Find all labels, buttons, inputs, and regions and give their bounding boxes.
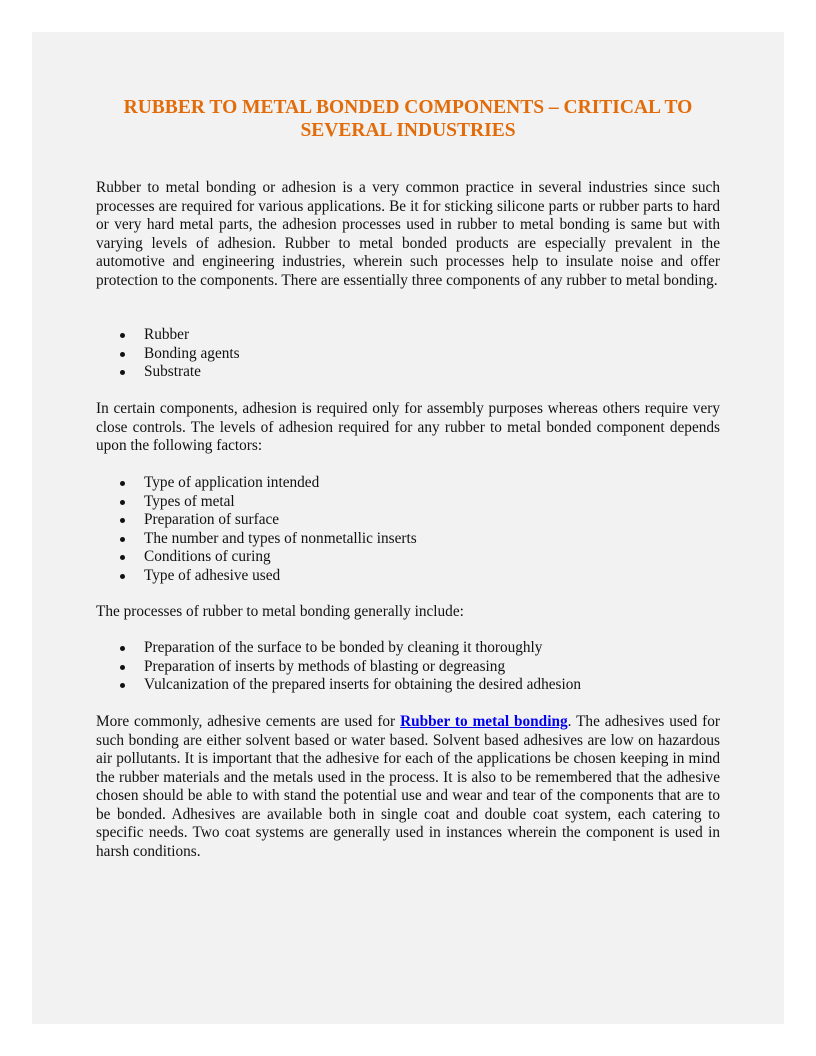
list-item: Preparation of inserts by methods of blasting or degreasing xyxy=(96,658,720,677)
list-item: Type of adhesive used xyxy=(96,567,720,586)
list-item: Types of metal xyxy=(96,493,720,512)
list-item: Substrate xyxy=(96,363,720,382)
components-list xyxy=(96,326,720,382)
document-title: RUBBER TO METAL BONDED COMPONENTS – CRITICAL TO SEVERAL INDUSTRIES xyxy=(123,97,693,141)
list-item: Bonding agents xyxy=(96,345,720,364)
adhesives-paragraph xyxy=(96,713,720,861)
intro-paragraph-block xyxy=(96,179,720,290)
list-item: The number and types of nonmetallic inserts xyxy=(96,530,720,549)
list-item: Vulcanization of the prepared inserts for obtaining the desired adhesion xyxy=(96,676,720,695)
list-item: Conditions of curing xyxy=(96,548,720,567)
processes-intro-paragraph: The processes of rubber to metal bonding generally include: xyxy=(96,603,464,620)
factors-list xyxy=(96,474,720,585)
list-item: Rubber xyxy=(96,326,720,345)
factors-intro-block xyxy=(96,400,720,456)
text-after-link: . The adhesives used for such bonding are either solvent based or water based. Solvent based adhesives are low on hazardous air pollutants. It is important that the adhesive for each of the applications be chosen keeping in mind the rubber materials and the metals used in the process. It is also to be remembered that the adhesive chosen should be able to with stand the potential use and wear and tear of the components that are to be bonded. Adhesives are available both in single coat and double coat system, each catering to specific needs. Two coat systems are generally used in instances wherein the component is used in harsh conditions. xyxy=(96,713,721,860)
factors-intro-paragraph: In certain components, adhesion is required only for assembly purposes whereas others require very close controls. The levels of adhesion required for any rubber to metal bonded component depends upon the following factors: xyxy=(96,400,720,454)
adhesives-paragraph-block xyxy=(96,713,720,861)
text-before-link: More commonly, adhesive cements are used for xyxy=(96,713,401,730)
list-item: Type of application intended xyxy=(96,474,720,493)
intro-paragraph: Rubber to metal bonding or adhesion is a very common practice in several industries since such processes are required for various applications. Be it for sticking silicone parts or rubber parts to hard or very hard metal parts, the adhesion processes used in rubber to metal bonding is same but with varying levels of adhesion. Rubber to metal bonded products are especially prevalent in the automotive and engineering industries, wherein such processes help to insulate noise and offer protection to the components. There are essentially three components of any rubber to metal bonding. xyxy=(96,179,720,289)
list-item: Preparation of surface xyxy=(96,511,720,530)
processes-intro-block xyxy=(96,603,720,622)
rubber-to-metal-bonding-link[interactable]: Rubber to metal bonding xyxy=(400,713,568,730)
list-item: Preparation of the surface to be bonded by cleaning it thoroughly xyxy=(96,639,720,658)
processes-list xyxy=(96,639,720,695)
